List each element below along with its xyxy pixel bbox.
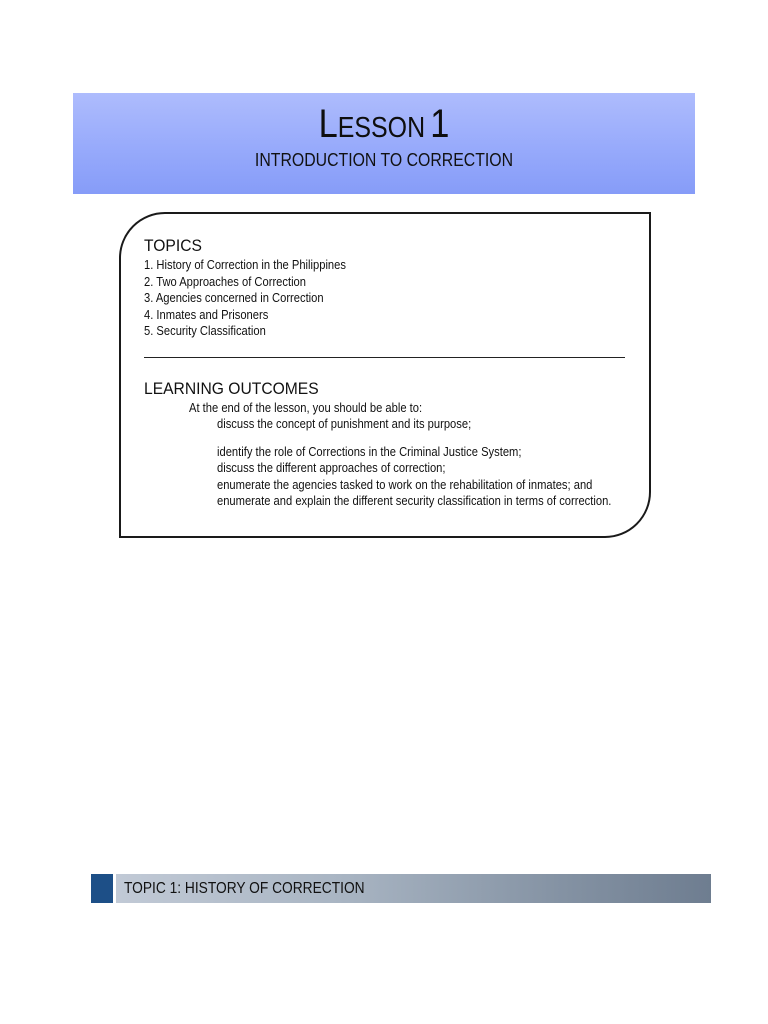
lesson-number: 1 [430,102,450,146]
topic-item: 2. Two Approaches of Correction [144,273,307,289]
lesson-title-rest: ESSON [337,112,426,144]
outcome-item: discuss the different approaches of correction; [217,460,446,476]
learning-outcomes-heading: LEARNING OUTCOMES [144,379,319,398]
section-divider [144,357,625,358]
lesson-subtitle: INTRODUCTION TO CORRECTION [254,150,514,170]
topics-heading: TOPICS [144,236,202,255]
topic-item: 1. History of Correction in the Philippines [144,257,346,272]
learning-outcomes-intro: At the end of the lesson, you should be able to: [189,400,423,415]
outcome-item: discuss the concept of punishment and its purpose; [217,416,472,431]
topic-item: 5. Security Classification [144,323,266,339]
outcome-item: identify the role of Corrections in the Criminal Justice System; [217,443,522,459]
topic-bar-accent [91,874,116,903]
topics-list [144,257,379,340]
lesson-title [117,102,652,150]
outcome-item: enumerate and explain the different security classification in terms of correction. [217,493,612,509]
lesson-title-initial: L [318,102,338,146]
topic-item: 3. Agencies concerned in Correction [144,290,324,306]
learning-outcomes-list [217,416,676,510]
topic-item: 4. Inmates and Prisoners [144,306,269,322]
lesson-overview-card [119,212,651,538]
outcome-item: enumerate the agencies tasked to work on the rehabilitation of inmates; and [217,476,593,492]
topic-header-bar [91,874,711,903]
lesson-banner [73,93,695,194]
topic-header-label: TOPIC 1: HISTORY OF CORRECTION [124,880,365,897]
